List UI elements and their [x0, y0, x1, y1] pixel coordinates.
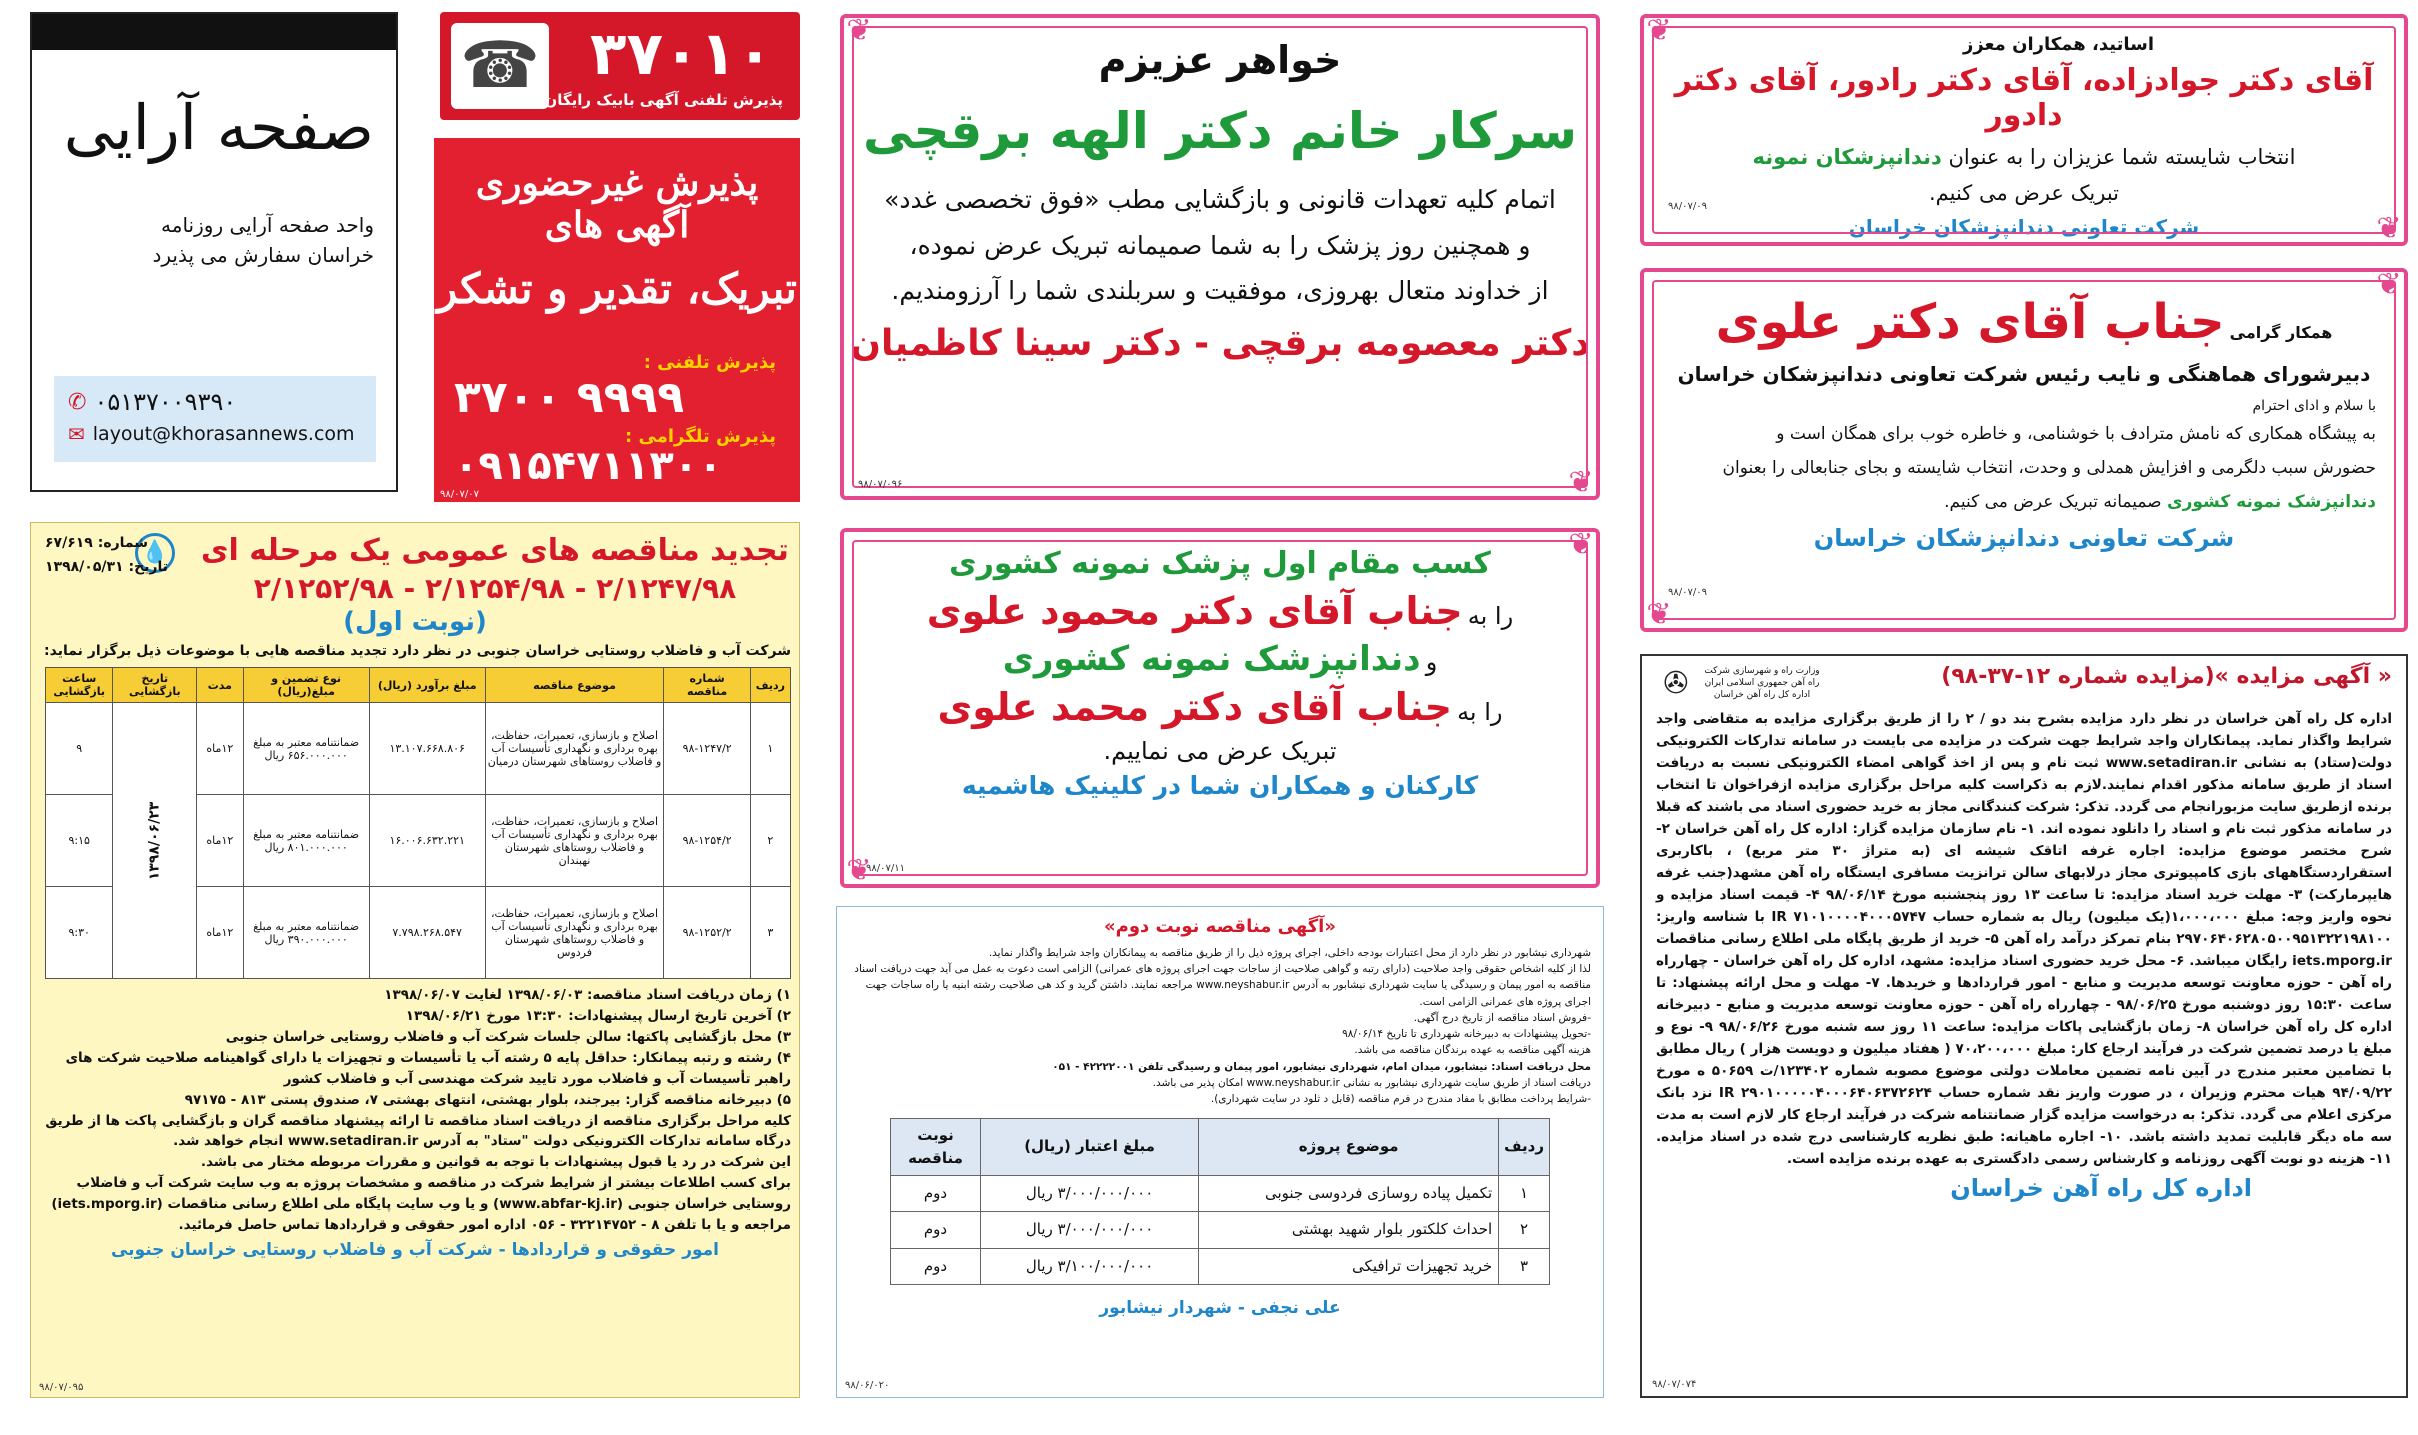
tender-note: ۳) محل بازگشایی پاکتها: سالن جلسات شرکت آب و فاضلاب روستایی خراسان جنوبی: [225, 1028, 791, 1045]
tender-cell: ۱: [750, 703, 790, 795]
rank-line4: تبریک عرض می نماییم.: [1103, 737, 1337, 765]
rank-line1-pre: را به: [1467, 602, 1514, 630]
tender-codes: ۲/۱۲۴۷/۹۸ - ۲/۱۲۵۴/۹۸ - ۲/۱۲۵۲/۹۸: [253, 572, 737, 605]
javadzadeh-names: آقای دکتر جوادزاده، آقای دکتر رادور، آقای دکتر دادور: [1674, 63, 2374, 133]
tender-footer: امور حقوقی و قراردادها - شرکت آب و فاضلاب روستایی خراسان جنوبی: [110, 1240, 720, 1261]
sister-signature: دکتر معصومه برقچی - دکتر سینا کاظمیان: [850, 323, 1590, 364]
tender-cell: ۹۸-۱۲۵۴/۲: [664, 795, 750, 887]
javadzadeh-line1: انتخاب شایسته شما عزیزان را به عنوان: [1948, 145, 2296, 169]
neyshabur-table: [890, 1118, 1550, 1285]
tender-intro: شرکت آب و فاضلاب روستایی خراسان جنوبی در نظر دارد تجدید مناقصه هایی با موضوعات ذیل برگزار نماید:: [44, 643, 791, 659]
tender-number: شماره: ۶۷/۶۱۹: [45, 535, 149, 551]
tender-notes: [39, 985, 791, 1236]
flourish-icon: ❦: [846, 14, 872, 48]
layout-ad-body: واحد صفحه آرایی روزنامه خراسان سفارش می پذیرد: [152, 213, 374, 268]
neyshabur-table-header: [891, 1118, 1550, 1176]
sister-line3: از خداوند متعال بهروزی، موفقیت و سربلندی شما را آرزومندیم.: [891, 276, 1549, 305]
sister-heading: خواهر عزیزم: [1098, 38, 1342, 82]
neyshabur-col: نوبت مناقصه: [891, 1118, 981, 1176]
neyshabur-col: موضوع پروژه: [1199, 1118, 1499, 1176]
phone-ad-caption: پذیرش تلفنی آگهی بابیک رایگان: [544, 91, 783, 109]
javadzadeh-highlight: دندانپزشکان نمونه: [1752, 145, 1942, 169]
table-row: [891, 1248, 1550, 1284]
flourish-icon: ❦: [1568, 528, 1594, 562]
neyshabur-cell: احداث کلکتور بلوار شهید بهشتی: [1199, 1212, 1499, 1248]
layout-ad-contact: [54, 376, 376, 462]
acceptance-telegram-label: پذیرش تلگرامی :: [625, 426, 776, 447]
tender-cell: ۹:۱۵: [46, 795, 113, 887]
flourish-icon: ❦: [1646, 14, 1672, 48]
acceptance-phone[interactable]: ۳۷۰۰ ۹۹۹۹: [454, 372, 685, 423]
phone-ad-number: ۳۷۰۱۰: [589, 19, 773, 89]
alavi-signature: شرکت تعاونی دندانپزشکان خراسان: [1813, 524, 2235, 552]
tender-col: نوع تضمین و مبلغ(ریال): [243, 668, 369, 703]
tender-cell: ۱۳.۱۰۷.۶۶۸.۸۰۶: [369, 703, 485, 795]
layout-ad-email[interactable]: layout@khorasannews.com: [92, 423, 355, 445]
javadzadeh-signature: شرکت تعاونی دندانپزشکان خراسان: [1848, 215, 2200, 239]
auction-body: اداره کل راه آهن خراسان در نظر دارد مزایده بشرح بند دو / ۲ را از طریق برگزاری مزایده به متقاضی واجد شرایط واگذار نماید. پیمانکاران واجد شرایط جهت شرکت در مزایده می بایست در سامانه تدارکات الکترونیکی دولت(ستاد) به نشانی www.setadiran.ir ثبت نام و پس از اخذ گواهی امضاء الکترونیکی نسبت به دریافت اسناد از طریق سامانه مذکور اقدام نمایند.لازم به ذکراست کلیه مراحل برگزاری مزایده ازفراخوان تا انتخاب برنده ازطریق سایت مزبورانجام می گردد. تذکر: شرکت کنندگانی مجاز به خرید حضوری اسناد می باشند که قبلا در سامانه مذکور ثبت نام و اسناد را دانلود نموده اند. ۱- نام سازمان مزایده گزار: اداره کل راه آهن خراسان ۲- شرح مختصر موضوع مزایده: اجاره غرفه اتاقک شیشه ای (به متراژ ۳۰ متر مربع) ، باکاربری استقراردستگاههای بازی کامپیوتری مجاز درلابهای سالن ترانزیت مسافری ایستگاه راه آهن مشهد(جنب غرفه هایپرمارکت) ۳- مهلت خرید اسناد مزایده: تا ساعت ۱۳ روز پنجشنبه مورخ ۹۸/۰۶/۱۴ ۴- قیمت اسناد مزایده و نحوه واریز وجه: مبلغ ۱،۰۰۰،۰۰۰(یک میلیون) ریال به شماره حساب IR ۷۱۰۱۰۰۰۰۴۰۰۰۵۷۴۷ با شناسه واریز: ۲۹۷۰۶۴۰۶۲۸۰۵۰۰۹۵۱۳۲۲۱۹۸۱۰۰ بنام تمرکز درآمد راه آهن ۵- خرید از طریق پایگاه ملی اطلاع رسانی مناقصات iets.mporg.ir رایگان میباشد. ۶- محل خرید حضوری اسناد مزایده: مشهد، اداره کل راه آهن خراسان - چهارراه راه آهن - حوزه معاونت توسعه مدیریت و منابع - امور قراردادها و خریدها. ۷- مهلت و محل ارائه پیشنهاد: تا ساعت ۱۵:۳۰ روز دوشنبه مورخ ۹۸/۰۶/۲۵ - چهارراه راه آهن - حوزه معاونت توسعه مدیریت و منابع - دبیرخانه اداره کل راه آهن خراسان ۸- زمان بازگشایی پاکات مزایده: ساعت ۱۱ روز سه شنبه مورخ ۹۸/۰۶/۲۶ ۹- نوع و مبلغ یا درصد تضمین شرکت در فرآیند ارجاع کار: مبلغ ۷۰،۲۰۰،۰۰۰ ( هفتاد میلیون و دویست هزار ) ریال مطابق با تضامین معتبر مندرج در آیین نامه تضمین معاملات دولتی موضوع مصوبه شماره ۱۲۳۴۰۲/ت ۵۰۶۵۹ ه مورخ ۹۴/۰۹/۲۲ هیات محترم وزیران ، در صورت واریز نقد شماره حساب IR ۲۹۰۱۰۰۰۰۰۴۰۰۰۶۴۰۶۳۷۲۶۲۴ نزد بانک مرکزی اعلام می گردد. تذکر: به درخواست مزایده گزار ضمانتنامه شرکت در فرآیند ارجاع کار لازم است به مدت سه ماه دیگر قابلیت تمدید داشته باشد. ۱۰- اجاره ماهیانه: طبق نظریه کارشناسی درج شده در اسناد مزایده. ۱۱- هزینه دو نوبت آگهی روزنامه و کارشناس رسمی دادگستری به عهده برنده مزایده است.: [1656, 711, 2393, 1168]
tender-cell: اصلاح و بازسازی، تعمیرات، حفاظت، بهره برداری و نگهداری تأسیسات آب و فاضلاب روستاهای شهرستان فردوس: [485, 887, 664, 979]
rank-line2-text: دندانپزشک نمونه کشوری: [1002, 639, 1421, 679]
tender-title: تجدید مناقصه های عمومی یک مرحله ای: [201, 533, 789, 568]
tender-open-date: [113, 703, 197, 979]
tender-date: تاریخ: ۱۳۹۸/۰۵/۳۱: [45, 559, 168, 575]
rank-ad: [840, 528, 1600, 888]
tender-cell: ۹: [46, 703, 113, 795]
rank-line2-pre: و: [1425, 648, 1438, 676]
neyshabur-col: مبلغ اعتبار (ریال): [981, 1118, 1199, 1176]
rank-heading: کسب مقام اول پزشک نمونه کشوری: [949, 546, 1491, 581]
rank-code: ۹۸/۰۷/۱۱: [866, 863, 905, 874]
tender-col: مبلغ برآورد (ریال): [369, 668, 485, 703]
layout-ad: [30, 12, 398, 492]
tender-cell: ۷.۷۹۸.۲۶۸.۵۴۷: [369, 887, 485, 979]
auction-ad: [1640, 654, 2408, 1398]
acceptance-line1: پذیرش غیرحضوری آگهی های: [475, 162, 759, 246]
javadzadeh-ad: [1640, 14, 2408, 246]
neyshabur-note: دریافت اسناد از طریق سایت شهرداری نیشابور به نشانی www.neyshabur.ir امکان پذیر می باشد.: [1152, 1077, 1591, 1090]
tender-note: این شرکت در رد یا قبول پیشنهادات با توجه به قوانین و مقررات مربوطه مختار می باشد.: [200, 1154, 791, 1171]
tender-col: موضوع مناقصه: [485, 668, 664, 703]
tender-note: ۵) دبیرخانه مناقصه گزار: بیرجند، بلوار بهشتی، انتهای بهشتی ۷، صندوق پستی ۸۱۳ - ۹۷۱۷۵: [184, 1091, 791, 1108]
rank-line3-name: جناب آقای دکتر محمد علوی: [937, 685, 1452, 729]
layout-ad-title: صفحه آرایی: [63, 91, 374, 164]
tender-col: مدت: [197, 668, 243, 703]
water-logo: 💧: [135, 533, 175, 573]
mail-icon: ✉: [68, 422, 85, 446]
tender-note: ۴) رشته و رتبه پیمانکار: حداقل پایه ۵ رشته آب یا تأسیسات و تجهیزات یا دارای گواهینامه صلاحیت شرکت های راهبر تأسیسات آب و فاضلاب مورد تایید شرکت مهندسی آب و فاضلاب کشور: [65, 1049, 791, 1087]
neyshabur-title: «آگهی مناقصه نوبت دوم»: [1104, 916, 1336, 937]
neyshabur-cell: خرید تجهیزات ترافیکی: [1199, 1248, 1499, 1284]
phone-icon: ✆: [68, 389, 87, 415]
tender-table-header: [46, 668, 791, 703]
neyshabur-note: هزینه آگهی مناقصه به عهده برندگان مناقصه می باشد.: [1354, 1044, 1591, 1057]
javadzadeh-intro: اساتید، همکاران معزز: [1962, 34, 2154, 55]
rank-line3-pre: را به: [1457, 698, 1503, 726]
auction-title: « آگهی مزایده »(مزایده شماره ۱۲-۳۷-۹۸): [1941, 664, 2392, 689]
neyshabur-cell: دوم: [891, 1212, 981, 1248]
tender-col: ساعت بازگشایی: [46, 668, 113, 703]
tender-cell: ۹۸-۱۲۴۷/۲: [664, 703, 750, 795]
neyshabur-cell: دوم: [891, 1248, 981, 1284]
table-row: [891, 1212, 1550, 1248]
tender-ad: [30, 522, 800, 1398]
tender-note: ۱) زمان دریافت اسناد مناقصه: ۱۳۹۸/۰۶/۰۳ لغایت ۱۳۹۸/۰۶/۰۷: [384, 987, 791, 1003]
alavi-greeting: با سلام و ادای احترام: [2252, 398, 2376, 414]
neyshabur-note: -فروش اسناد مناقصه از تاریخ درج آگهی.: [1413, 1011, 1591, 1024]
tender-cell: ۹۸-۱۲۵۲/۲: [664, 887, 750, 979]
flourish-icon: ❦: [846, 853, 872, 888]
tender-cell: اصلاح و بازسازی، تعمیرات، حفاظت، بهره برداری و نگهداری تأسیسات آب و فاضلاب روستاهای شهرستان درمیان: [485, 703, 664, 795]
tender-cell: ۱۲ماه: [197, 887, 243, 979]
tender-col: تاریخ بازگشایی: [113, 668, 197, 703]
alavi-body2: حضورش سبب دلگرمی و افزایش همدلی و وحدت، انتخاب شایسته و بجای جنابعالی را بعنوان: [1722, 458, 2376, 478]
tender-col: شماره مناقصه: [664, 668, 750, 703]
neyshabur-cell: دوم: [891, 1176, 981, 1212]
alavi-body3: صمیمانه تبریک عرض می کنیم.: [1944, 492, 2162, 512]
tender-note: کلیه مراحل برگزاری مناقصه از دریافت اسناد مناقصه تا ارائه پیشنهاد مناقصه گران و بازگشایی پاکت ها از طریق درگاه سامانه تدارکات الکترونیکی دولت "ستاد" به آدرس www.setadiran.ir انجام خواهد شد.: [45, 1112, 791, 1150]
tender-cell: ضمانتنامه معتبر به مبلغ ۸۰۱.۰۰۰.۰۰۰ ریال: [243, 795, 369, 887]
tender-cell: ۱۶.۰۰۶.۶۳۲.۲۲۱: [369, 795, 485, 887]
flourish-icon: ❦: [2376, 268, 2402, 302]
alavi-name: جناب آقای دکتر علوی: [1715, 294, 2225, 350]
tender-cell: ۹:۳۰: [46, 887, 113, 979]
telephone-icon: ☎: [451, 23, 549, 109]
flourish-icon: ❦: [2376, 211, 2402, 246]
neyshabur-cell: ۲: [1499, 1212, 1550, 1248]
tender-cell: ۲: [750, 795, 790, 887]
layout-ad-phone[interactable]: ۰۵۱۳۷۰۰۹۳۹۰: [94, 388, 237, 416]
table-row: [891, 1176, 1550, 1212]
alavi-colleague: همکار گرامی: [2229, 323, 2333, 342]
neyshabur-cell: ۳/۰۰۰/۰۰۰/۰۰۰ ریال: [981, 1212, 1199, 1248]
auction-org: وزارت راه و شهرسازی شرکت راه آهن جمهوری اسلامی ایران اداره کل راه آهن خراسان: [1704, 666, 1820, 700]
rank-line1-name: جناب آقای دکتر محمود علوی: [926, 589, 1463, 633]
sister-name: سرکار خانم دکتر الهه برقچی: [862, 102, 1578, 160]
neyshabur-cell: تکمیل پیاده روسازی فردوسی جنوبی: [1199, 1176, 1499, 1212]
neyshabur-cell: ۳/۱۰۰/۰۰۰/۰۰۰ ریال: [981, 1248, 1199, 1284]
tender-cell: ۳: [750, 887, 790, 979]
neyshabur-ad: [836, 906, 1604, 1398]
tender-cell: اصلاح و بازسازی، تعمیرات، حفاظت، بهره برداری و نگهداری تأسیسات آب و فاضلاب روستاهای شهرستان نهبندان: [485, 795, 664, 887]
acceptance-ad: [434, 138, 800, 502]
sister-ad: [840, 14, 1600, 500]
auction-signature: اداره کل راه آهن خراسان: [1950, 1174, 2252, 1203]
tender-note: برای کسب اطلاعات بیشتر از شرایط شرکت در مناقصه و مشخصات پروژه به وب سایت شرکت آب و فاضلاب روستایی خراسان جنوبی (www.abfar-kj.ir) و یا وب سایت پایگاه ملی اطلاع رسانی مناقصات (iets.mporg.ir) مراجعه و یا با تلفن ۸ - ۳۲۲۱۴۷۵۲ - ۰۵۶ اداره امور حقوقی و قراردادها تماس حاصل فرمائید.: [51, 1175, 791, 1234]
rank-signature: کارکنان و همکاران شما در کلینیک هاشمیه: [961, 771, 1479, 800]
auction-code: ۹۸/۰۷/۰۷۴: [1652, 1379, 1697, 1390]
tender-cell: ضمانتنامه معتبر به مبلغ ۳۹۰.۰۰۰.۰۰۰ ریال: [243, 887, 369, 979]
tender-code: ۹۸/۰۷/۰۹۵: [39, 1382, 84, 1393]
alavi-body1: به پیشگاه همکاری که نامش مترادف با خوشنامی، و خاطره خوب برای همگان است و: [1776, 424, 2376, 444]
table-row: [46, 703, 791, 795]
flourish-icon: ❦: [1646, 597, 1672, 632]
tender-cell: ۱۲ماه: [197, 795, 243, 887]
sister-code: ۹۸/۰۷/۰۹۶: [858, 479, 903, 490]
neyshabur-body2: لذا از کلیه اشخاص حقوقی واجد صلاحیت (دارای رتبه و گواهی صلاحیت از ساجات جهت اجرای پروژه های عمرانی) الزامی است دعوت به عمل می آید جهت دریافت اسناد مناقصه به امور پیمان و رسیدگی یا سایت شهرداری نیشابور به آدرس www.neyshabur.ir مراجعه نمایند. داشتن گرید و کد هی صلاحیت رشته ابنیه یا راه ساجات جهت اجرای پروژه های عمرانی الزامی است.: [854, 963, 1591, 1008]
neyshabur-note: -تحویل پیشنهادات به دبیرخانه شهرداری تا تاریخ ۹۸/۰۶/۱۴: [1342, 1028, 1591, 1041]
railway-logo: ✇: [1663, 666, 1689, 701]
neyshabur-note: -شرایط پرداخت مطابق با مفاد مندرج در فرم مناقصه (قابل د ثلود در سایت شهرداری).: [1210, 1093, 1591, 1106]
sister-line1: اتمام کلیه تعهدات قانونی و بازگشایی مطب «فوق تخصصی غدد»: [884, 185, 1556, 214]
neyshabur-code: ۹۸/۰۶/۰۲۰: [845, 1379, 890, 1391]
javadzadeh-code: ۹۸/۰۷/۰۹: [1668, 201, 1707, 212]
flourish-icon: ❦: [1568, 465, 1594, 500]
tender-cell: ۱۲ماه: [197, 703, 243, 795]
alavi-ad: [1640, 268, 2408, 632]
neyshabur-col: ردیف: [1499, 1118, 1550, 1176]
javadzadeh-line2: تبریک عرض می کنیم.: [1928, 181, 2119, 205]
neyshabur-signature: علی نجفی - شهردار نیشابور: [1099, 1297, 1341, 1318]
alavi-title: دبیرشورای هماهنگی و نایب رئیس شرکت تعاونی دندانپزشکان خراسان: [1677, 362, 2371, 386]
alavi-highlight: دندانپزشک نمونه کشوری: [2167, 492, 2376, 512]
tender-note: ۲) آخرین تاریخ ارسال پیشنهادات: ۱۳:۳۰ مورخ ۱۳۹۸/۰۶/۲۱: [405, 1007, 791, 1024]
acceptance-phone-label: پذیرش تلفنی :: [643, 352, 776, 373]
tender-cell: ضمانتنامه معتبر به مبلغ ۶۵۶.۰۰۰.۰۰۰ ریال: [243, 703, 369, 795]
neyshabur-cell: ۳/۰۰۰/۰۰۰/۰۰۰ ریال: [981, 1176, 1199, 1212]
tender-open-date-text: ۱۳۹۸/۰۶/۲۳: [146, 801, 163, 880]
neyshabur-cell: ۳: [1499, 1248, 1550, 1284]
alavi-code: ۹۸/۰۷/۰۹: [1668, 587, 1707, 598]
acceptance-code: ۹۸/۰۷/۰۷: [440, 489, 479, 500]
neyshabur-note: محل دریافت اسناد: نیشابور، میدان امام، شهرداری نیشابور، امور پیمان و رسیدگی تلفن ۴۲۲۲۲۰۰۱ - ۰۵۱: [1052, 1060, 1591, 1073]
tender-col: ردیف: [750, 668, 790, 703]
phone-ad: [440, 12, 800, 120]
tender-table: [45, 667, 791, 979]
neyshabur-body1: شهرداری نیشابور در نظر دارد از محل اعتبارات بودجه داخلی، اجرای پروژه ذیل را از طریق مناقصه به پیمانکاران واجد شرایط واگذار نماید.: [988, 946, 1591, 959]
tender-round: (نوبت اول): [343, 607, 487, 637]
layout-ad-bar: [32, 14, 396, 50]
neyshabur-cell: ۱: [1499, 1176, 1550, 1212]
acceptance-line2: تبریک، تقدیر و تشکر: [437, 264, 797, 313]
acceptance-telegram[interactable]: ۰۹۱۵۴۷۱۱۳۰۰: [454, 443, 723, 489]
sister-line2: و همچنین روز پزشک را به شما صمیمانه تبریک عرض نموده،: [909, 231, 1531, 260]
